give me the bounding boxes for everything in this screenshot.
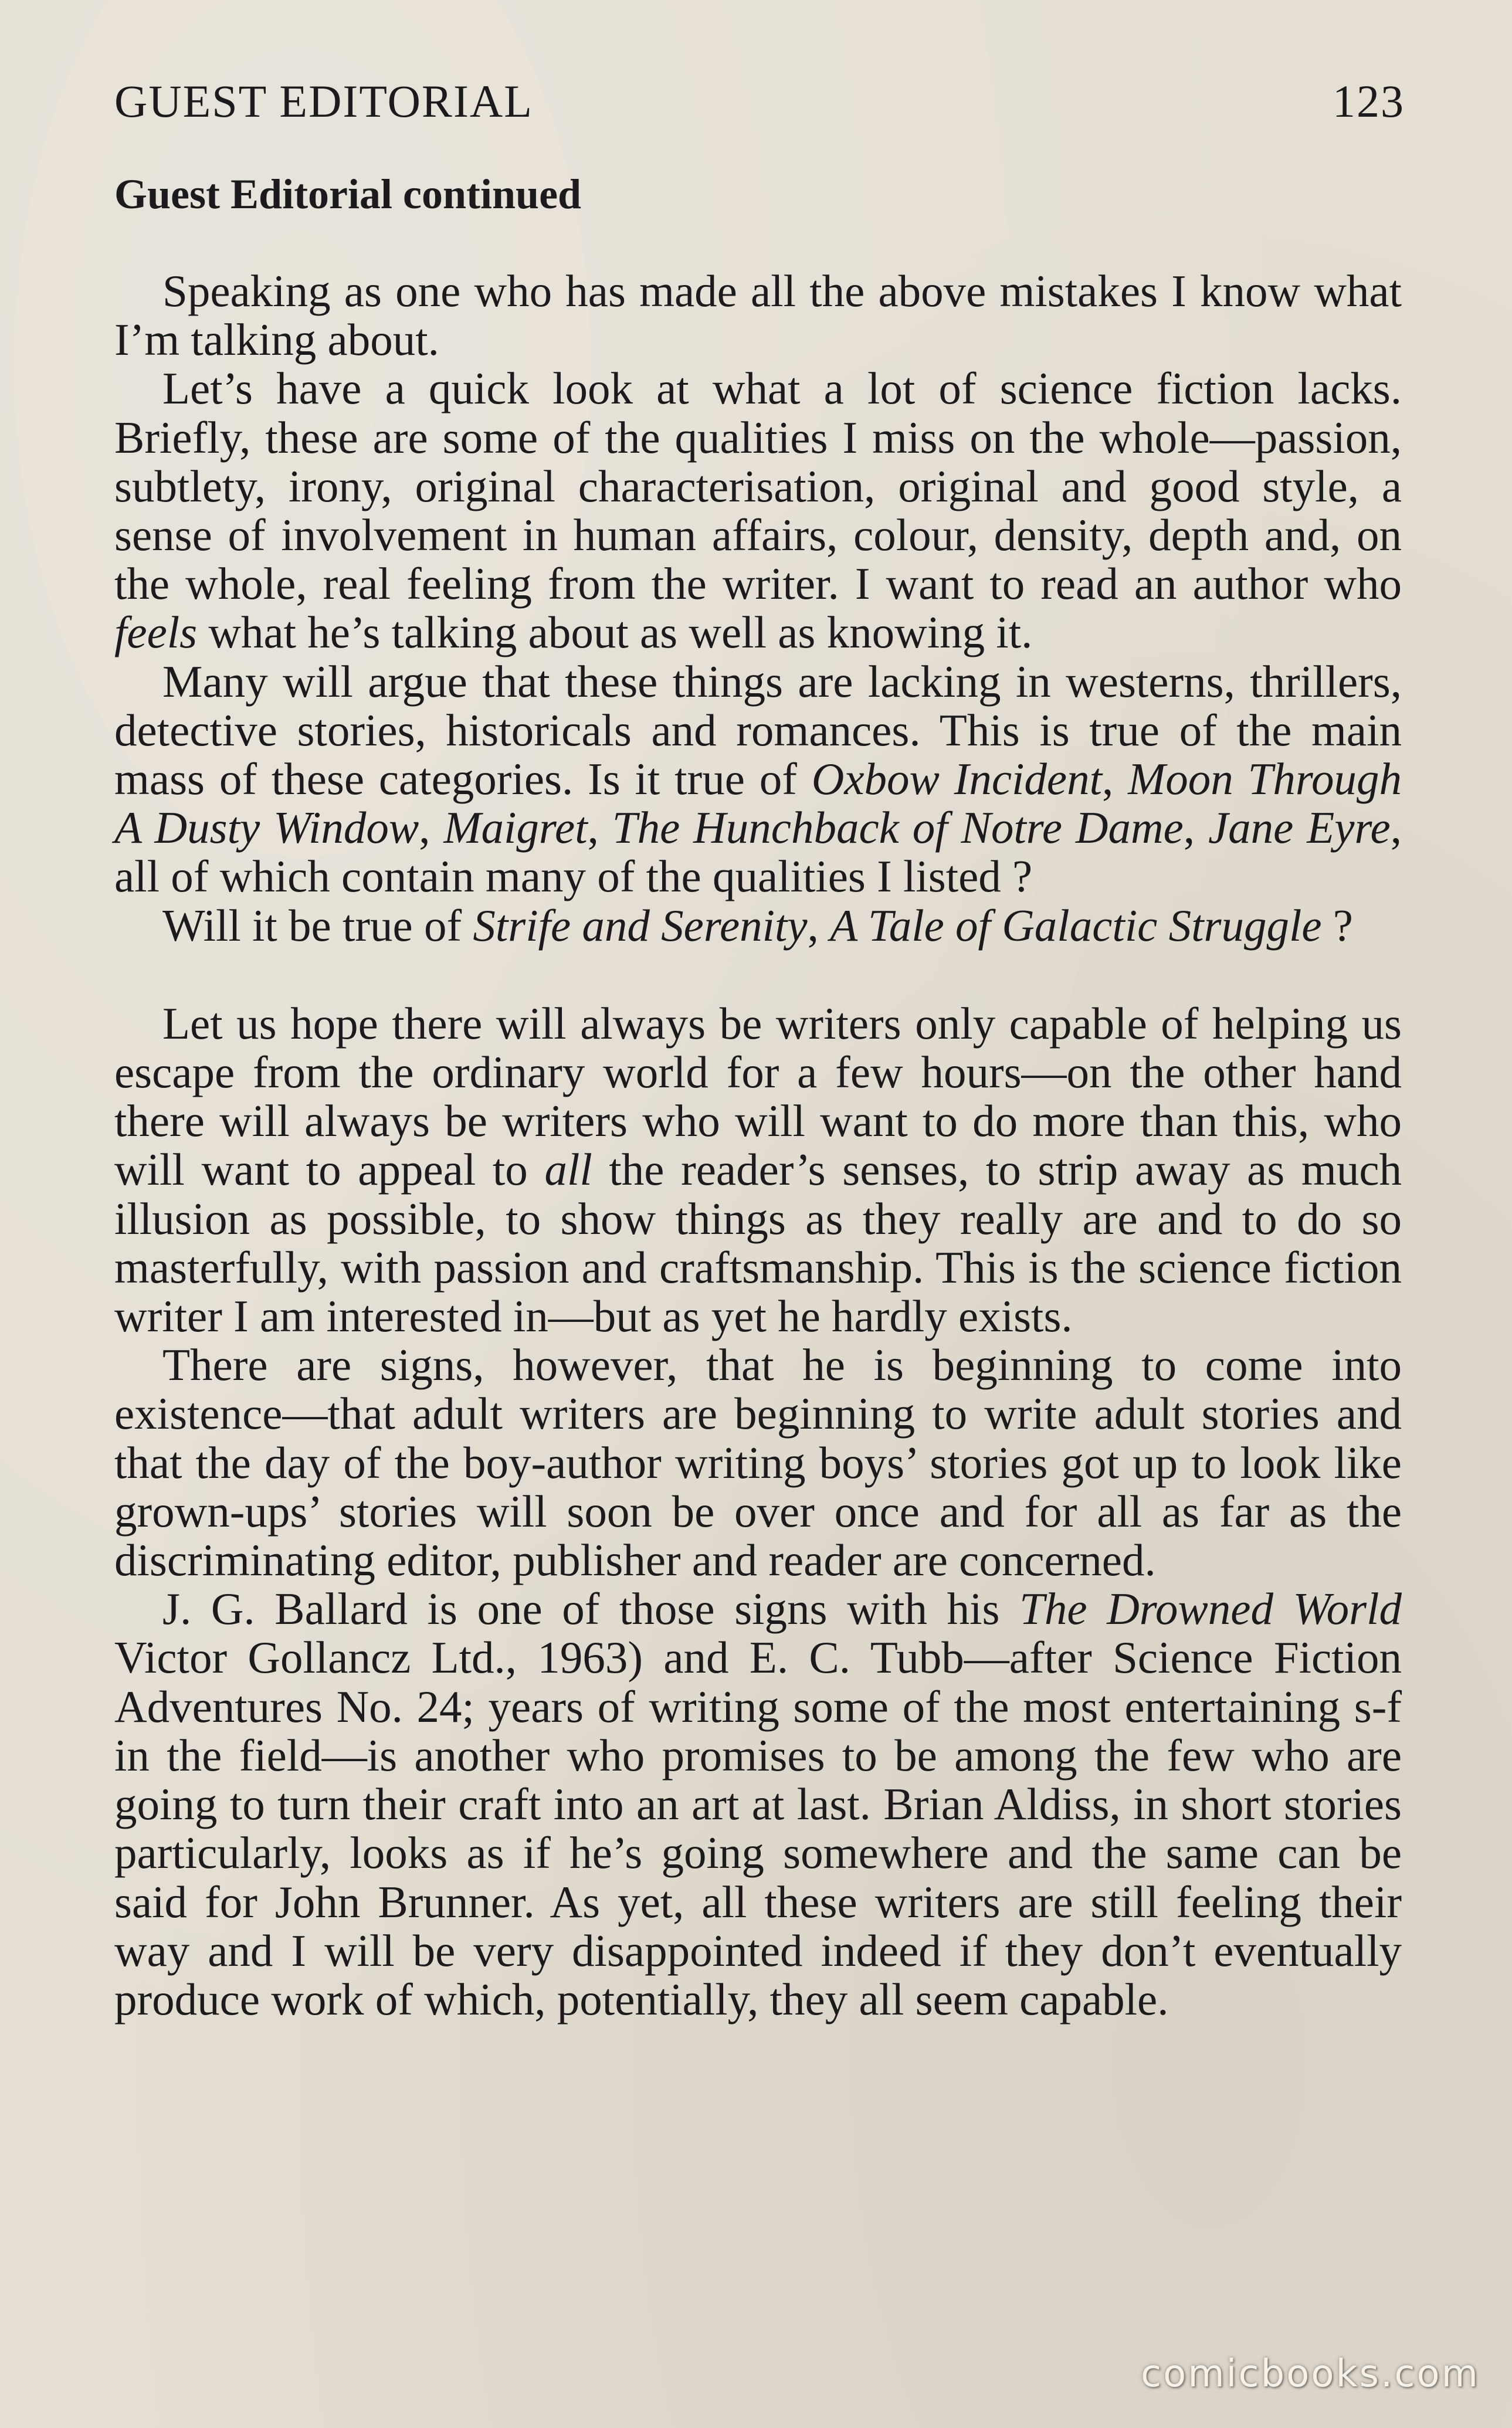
- italic-title-text: Jane Eyre: [1208, 802, 1391, 853]
- section-heading: Guest Editorial continued: [114, 171, 582, 218]
- italic-title-text: all: [544, 1144, 592, 1195]
- paragraph-text: There are signs, however, that he is beginning to come into existence—that adult writers are beginning to write adult stories and that the day of the boy-author writing boys’ stories got up to look like grown-ups’ stories will soon be over once and for all as far as the discriminating editor, publisher and reader are concerned.: [114, 1340, 1402, 1586]
- italic-title-text: feels: [114, 607, 198, 658]
- paragraph-text: Speaking as one who has made all the above mistakes I know what I’m talking about.: [114, 266, 1402, 365]
- italic-title-text: Strife and Serenity: [473, 900, 808, 951]
- paragraph-text: J. G. Ballard is one of those signs with his: [162, 1583, 1020, 1635]
- italic-title-text: The Drowned World: [1019, 1583, 1402, 1635]
- running-header-title: GUEST EDITORIAL: [114, 76, 533, 127]
- paragraph-text: ,: [1183, 802, 1208, 853]
- paragraph-text: Will it be true of: [162, 900, 473, 951]
- italic-title-text: A Tale of Galactic Struggle: [830, 900, 1322, 951]
- editorial-body: [114, 267, 1402, 2024]
- paragraph-text: ,: [587, 802, 612, 853]
- paragraph-spacer: [114, 950, 1402, 999]
- paragraph-text: , all of which contain many of the qualities I listed ?: [114, 802, 1402, 902]
- paragraph: [114, 657, 1402, 901]
- paragraph: [114, 364, 1402, 657]
- site-watermark: comicbooks.com: [1140, 2352, 1480, 2396]
- running-header: [114, 75, 1405, 134]
- paragraph: [114, 1341, 1402, 1585]
- paragraph: [114, 267, 1402, 364]
- page-number: 123: [1333, 76, 1405, 127]
- paragraph: [114, 999, 1402, 1341]
- paragraph-text: Let us hope there will always be writers only capable of helping us escape from the ordinary world for a few hours—on the other hand there will always be writers who will want to do more than this, who will want to appeal to: [114, 998, 1402, 1195]
- paragraph-text: the reader’s senses, to strip away as much illusion as possible, to show things as they really are and to do so masterfully, with passion and craftsmanship. This is the science fiction writer I am interested in—but as yet he hardly exists.: [114, 1144, 1402, 1342]
- paragraph: [114, 1585, 1402, 2024]
- paragraph-text: ,: [1102, 754, 1128, 805]
- paragraph-text: Many will argue that these things are lacking in westerns, thrillers, detective stories, historicals and romances. This is true of the main mass of these categories. Is it true of: [114, 656, 1402, 805]
- paragraph-text: ,: [807, 900, 830, 951]
- paragraph-text: ?: [1321, 900, 1353, 951]
- paragraph-text: what he’s talking about as well as knowing it.: [197, 607, 1033, 658]
- italic-title-text: The Hunchback of Notre Dame: [612, 802, 1184, 853]
- italic-title-text: Maigret: [443, 802, 588, 853]
- italic-title-text: Moon Through A Dusty Window: [114, 754, 1402, 853]
- paragraph-text: Victor Gollancz Ltd., 1963) and E. C. Tubb—after Science Fiction Adventures No. 24; years of writing some of the most entertaining s-f in the field—is another who promises to be among the few who are going to turn their craft into an art at last. Brian Aldiss, in short stories particularly, looks as if he’s going somewhere and the same can be said for John Brunner. As yet, all these writers are still feeling their way and I will be very disappointed indeed if they don’t eventually produce work of which, potentially, they all seem capable.: [114, 1632, 1402, 2025]
- italic-title-text: Oxbow Incident: [811, 754, 1102, 805]
- paragraph: [114, 901, 1402, 950]
- paragraph-text: Let’s have a quick look at what a lot of science fiction lacks. Briefly, these are some of the qualities I miss on the whole—passion, subtlety, irony, original characterisation, original and good style, a sense of involvement in human affairs, colour, density, depth and, on the whole, real feeling from the writer. I want to read an author who: [114, 363, 1402, 609]
- paragraph-text: ,: [419, 802, 444, 853]
